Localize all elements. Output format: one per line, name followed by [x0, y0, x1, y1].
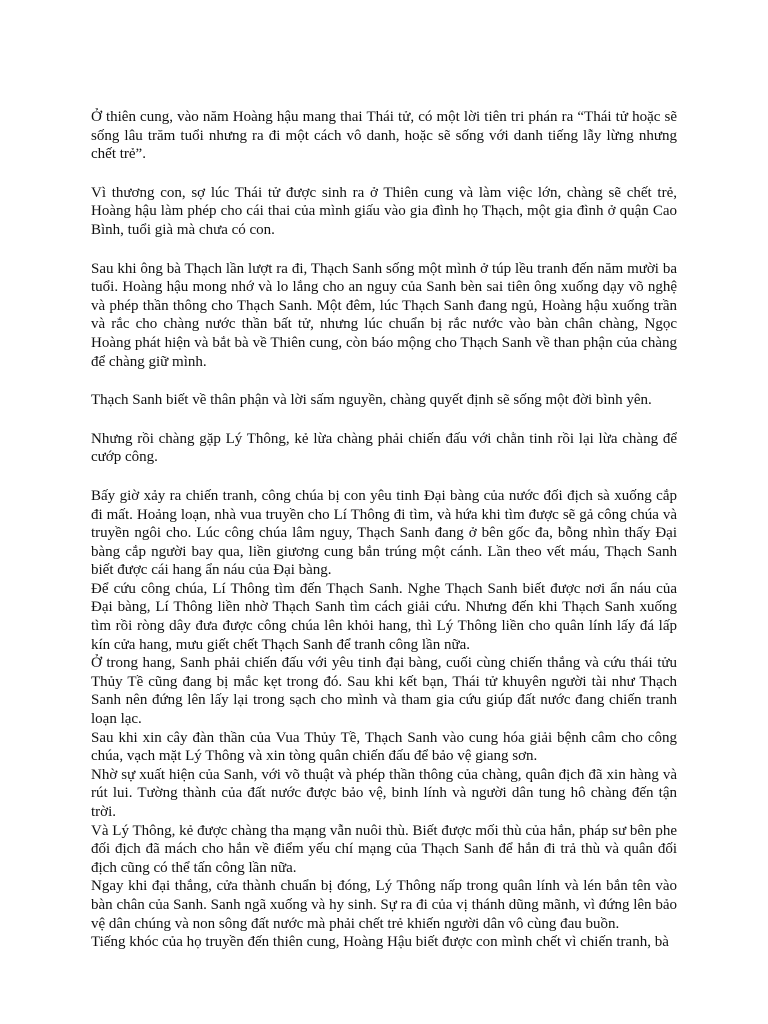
- paragraph-victory: Nhờ sự xuất hiện của Sanh, với võ thuật và phép thần thông của chàng, quân địch đã xin hàng và rút lui. Tường thành của đất nước được bảo vệ, binh lính và người dân tung hô chàng đến tận trời.: [91, 766, 677, 820]
- paragraph-childhood: Sau khi ông bà Thạch lần lượt ra đi, Thạch Sanh sống một mình ở túp lều tranh đến năm mười ba tuổi. Hoàng hậu mong nhớ và lo lắng cho an nguy của Sanh bèn sai tiên ông xuống dạy võ nghệ và phép thần thông cho Thạch Sanh. Một đêm, lúc Thạch Sanh đang ngủ, Hoàng hậu xuống trần và rắc cho chàng nước thần bất tử, nhưng lúc chuẩn bị rắc nước vào bàn chân chàng, Ngọc Hoàng phát hiện và bắt bà về Thiên cung, còn báo mộng cho Thạch Sanh về than phận của chàng để chàng giữ mình.: [91, 260, 677, 370]
- paragraph-decision: Thạch Sanh biết về thân phận và lời sấm nguyền, chàng quyết định sẽ sống một đời bình yên.: [91, 392, 652, 409]
- paragraph-cave-fight: Ở trong hang, Sanh phải chiến đấu với yêu tinh đại bàng, cuối cùng chiến thắng và cứu thái tửu Thủy Tề cũng đang bị mắc kẹt trong đó. Sau khi kết bạn, Thái tử khuyên người tài như Thạch Sanh nên đứng lên lấy lại trong sạch cho mình và tham gia cứu giúp đất nước đang chiến tranh loạn lạc.: [91, 655, 677, 728]
- paragraph-revenge: Và Lý Thông, kẻ được chàng tha mạng vẫn nuôi thù. Biết được mối thù của hắn, pháp sư bên phe đối địch đã mách cho hắn về điểm yếu chí mạng của Thạch Sanh để hắn đi trả thù và quân đối địch cũng có thể tấn công lần nữa.: [91, 822, 677, 876]
- paragraph-magic-lute: Sau khi xin cây đàn thần của Vua Thủy Tề, Thạch Sanh vào cung hóa giải bệnh câm cho công chúa, vạch mặt Lý Thông và xin tòng quân chiến đấu để bảo vệ giang sơn.: [91, 729, 677, 765]
- paragraph-rescue: Để cứu công chúa, Lí Thông tìm đến Thạch Sanh. Nghe Thạch Sanh biết được nơi ẩn náu của Đại bàng, Lí Thông liền nhờ Thạch Sanh tìm cách giải cứu. Nhưng đến khi Thạch Sanh xuống tìm rồi ròng dây đưa được công chúa lên khỏi hang, thì Lý Thông liền cho quân lính lấy đá lấp kín cửa hang, mưu giết chết Thạch Sanh để tranh công lần nữa.: [91, 580, 677, 653]
- paragraph-mourning: Tiếng khóc của họ truyền đến thiên cung, Hoàng Hậu biết được con mình chết vì chiến tranh, bà: [91, 934, 669, 951]
- paragraph-death: Ngay khi đại thắng, cửa thành chuẩn bị đóng, Lý Thông nấp trong quân lính và lén bắn tên vào bàn chân của Sanh. Sanh ngã xuống và hy sinh. Sự ra đi của vị thánh dũng mãnh, vì đứng lên bảo vệ dân chúng và non sông đất nước mà phải chết trẻ khiến người dân vô cùng đau buồn.: [91, 878, 677, 932]
- paragraph-prophecy: Ở thiên cung, vào năm Hoàng hậu mang thai Thái tử, có một lời tiên tri phán ra “Thái tử hoặc sẽ sống lâu trăm tuổi nhưng ra đi một cách vô danh, hoặc sẽ sống với danh tiếng lẫy lừng nhưng chết trẻ”.: [91, 109, 677, 163]
- paragraph-hidden-pregnancy: Vì thương con, sợ lúc Thái tử được sinh ra ở Thiên cung và làm việc lớn, chàng sẽ chết trẻ, Hoàng hậu làm phép cho cái thai của mình giấu vào gia đình họ Thạch, một gia đình ở quận Cao Bình, tuổi già mà chưa có con.: [91, 184, 677, 238]
- paragraph-war-begins: Bấy giờ xảy ra chiến tranh, công chúa bị con yêu tinh Đại bàng của nước đối địch sà xuống cắp đi mất. Hoảng loạn, nhà vua truyền cho Lí Thông đi tìm, và hứa khi tìm được sẽ gả công chúa và truyền ngôi cho. Lúc công chúa lâm nguy, Thạch Sanh đang ở bên gốc đa, bỗng nhìn thấy Đại bàng cắp người bay qua, liền giương cung bắn trúng một cánh. Lần theo vết máu, Thạch Sanh biết được cái hang ẩn náu của Đại bàng.: [91, 487, 677, 579]
- paragraph-ly-thong: Nhưng rồi chàng gặp Lý Thông, kẻ lừa chàng phải chiến đấu với chằn tinh rồi lại lừa chàng để cướp công.: [91, 430, 677, 466]
